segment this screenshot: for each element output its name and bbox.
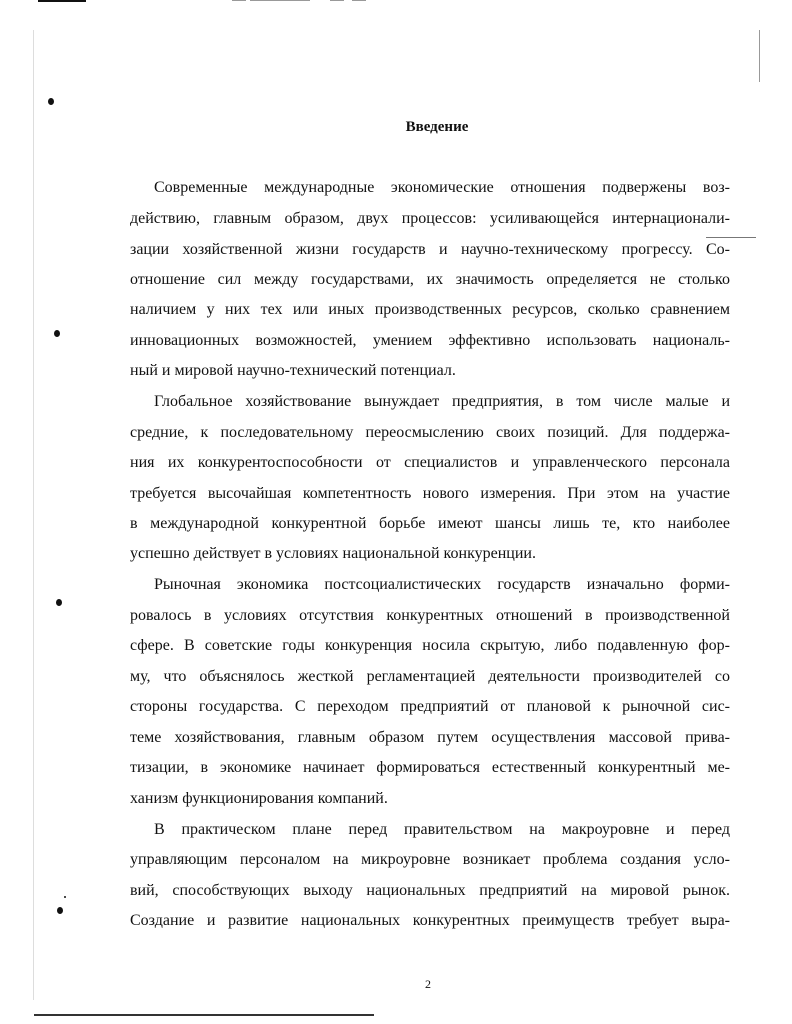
scan-left-edge-line [33,30,34,1000]
scan-speck [64,896,66,898]
text-line: ровалось в условиях отсутствия конкурентных отношений в производственной [130,607,730,624]
text-line: в международной конкурентной борьбе имеют шансы лишь те, кто наиболее [130,515,730,532]
page-number: 2 [425,977,431,991]
text-line: Рыночная экономика постсоциалистических государств изначально форми- [154,576,730,593]
text-line: инновационных возможностей, умением эффективно использовать националь- [130,332,730,349]
text-line: теме хозяйствования, главным образом путем осуществления массовой прива- [130,729,730,746]
punch-hole-mark [54,330,60,337]
punch-hole-mark [57,907,63,914]
scan-top-edge-dash [352,0,366,1]
scan-margin-stroke [706,237,756,238]
text-line: сфере. В советские годы конкуренция носила скрытую, либо подавленную фор- [130,637,730,654]
text-line: ханизм функционирования компаний. [130,790,388,807]
text-line: Глобальное хозяйствование вынуждает предприятия, в том числе малые и [154,393,730,410]
text-line: му, что объяснялось жесткой регламентацией деятельности производителей со [130,668,730,685]
text-line: стороны государства. С переходом предприятий от плановой к рыночной сис- [130,698,730,715]
text-line: зации хозяйственной жизни государств и научно-техническому прогрессу. Со- [130,241,730,258]
text-line: тизации, в экономике начинает формироваться естественный конкурентный ме- [130,759,730,776]
scan-top-edge-dash [232,0,246,1]
page-title: Введение [405,119,469,135]
text-line: ный и мировой научно-технический потенциал. [130,362,456,379]
scan-top-edge-mark [38,0,86,2]
text-line: Современные международные экономические отношения подвержены воз- [154,179,730,196]
scan-bottom-edge-line [34,1014,374,1016]
punch-hole-mark [56,599,62,606]
punch-hole-mark [48,98,54,105]
scan-top-edge-dash [330,0,344,1]
text-line: вий, способствующих выходу национальных предприятий на мировой рынок. [130,882,730,899]
text-line: требуется высочайшая компетентность нового измерения. При этом на участие [130,485,730,502]
text-line: действию, главным образом, двух процессов: усиливающейся интернационали- [130,210,730,227]
scan-top-edge-dash [250,0,310,1]
text-line: отношение сил между государствами, их значимость определяется не столько [130,271,730,288]
text-line: успешно действует в условиях национальной конкуренции. [130,545,536,562]
text-line: управляющим персоналом на микроуровне возникает проблема создания усло- [130,851,730,868]
text-line: средние, к последовательному переосмыслению своих позиций. Для поддержа- [130,424,730,441]
text-line: В практическом плане перед правительством на макроуровне и перед [154,821,730,838]
scan-right-edge-line [759,30,760,82]
text-line: наличием у них тех или иных производственных ресурсов, сколько сравнением [130,301,730,318]
text-line: Создание и развитие национальных конкурентных преимуществ требует выра- [130,912,730,929]
text-line: ния их конкурентоспособности от специалистов и управленческого персонала [130,454,730,471]
